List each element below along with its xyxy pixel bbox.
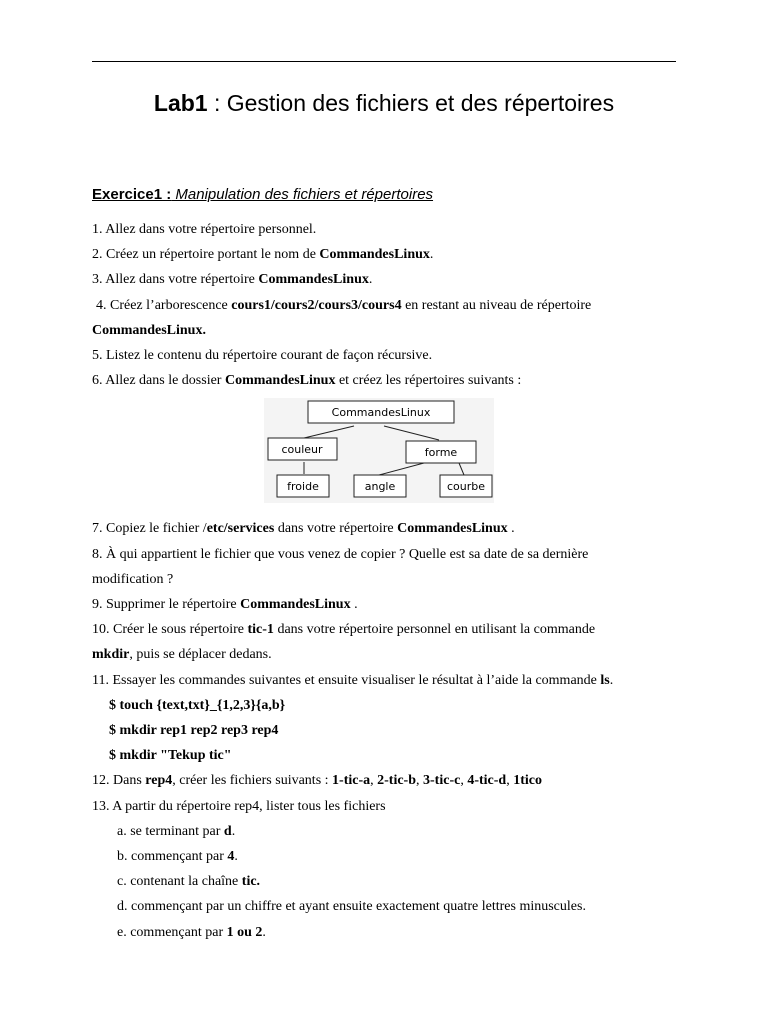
- item-9: 9. Supprimer le répertoire CommandesLinux .: [92, 597, 358, 613]
- item-10-cont: mkdir, puis se déplacer dedans.: [92, 647, 272, 663]
- item-8-cont: modification ?: [92, 571, 174, 587]
- item-3: 3. Allez dans votre répertoire CommandesLinux.: [92, 272, 373, 288]
- item-13-b: b. commençant par 4.: [117, 849, 238, 865]
- item-7: 7. Copiez le fichier /etc/services dans votre répertoire CommandesLinux .: [92, 521, 515, 537]
- node-forme-label: forme: [424, 446, 458, 460]
- item-4-cont: CommandesLinux.: [92, 322, 206, 338]
- item-12: 12. Dans rep4, créer les fichiers suivants : 1-tic-a, 2-tic-b, 3-tic-c, 4-tic-d, 1tico: [92, 773, 542, 789]
- item-11: 11. Essayer les commandes suivantes et ensuite visualiser le résultat à l’aide la commande ls.: [92, 672, 614, 688]
- directory-tree-diagram: [92, 393, 682, 516]
- command-1: $ touch {text,txt}_{1,2,3}{a,b}: [109, 697, 286, 713]
- item-2: 2. Créez un répertoire portant le nom de CommandesLinux.: [92, 247, 434, 263]
- node-root-label: CommandesLinux: [331, 406, 431, 420]
- item-5: 5. Listez le contenu du répertoire courant de façon récursive.: [92, 348, 433, 364]
- item-13-a: a. se terminant par d.: [117, 823, 236, 839]
- item-13-d: d. commençant par un chiffre et ayant ensuite exactement quatre lettres minuscules.: [117, 899, 586, 915]
- item-13-c: c. contenant la chaîne tic.: [117, 874, 261, 890]
- item-13-e: e. commençant par 1 ou 2.: [117, 924, 266, 940]
- exercise-body: [92, 217, 682, 945]
- item-6: 6. Allez dans le dossier CommandesLinux et créez les répertoires suivants :: [92, 373, 522, 389]
- command-3: $ mkdir "Tekup tic": [109, 748, 232, 764]
- item-13: 13. A partir du répertoire rep4, lister tous les fichiers: [92, 798, 386, 814]
- item-1: 1. Allez dans votre répertoire personnel.: [92, 222, 317, 237]
- page-title: Lab1 : Gestion des fichiers et des répertoires: [153, 90, 615, 116]
- item-10: 10. Créer le sous répertoire tic-1 dans votre répertoire personnel en utilisant la commande: [92, 622, 596, 638]
- item-4: 4. Créez l’arborescence cours1/cours2/cours3/cours4 en restant au niveau de répertoire: [96, 297, 592, 313]
- command-2: $ mkdir rep1 rep2 rep3 rep4: [109, 723, 279, 739]
- node-courbe-label: courbe: [446, 480, 486, 494]
- node-angle-label: angle: [364, 480, 396, 494]
- exercise-heading: Exercice1 : Manipulation des fichiers et répertoires: [92, 186, 434, 203]
- node-couleur-label: couleur: [281, 443, 323, 457]
- top-rule: [92, 61, 676, 62]
- node-froide-label: froide: [287, 480, 319, 494]
- item-8: 8. À qui appartient le fichier que vous venez de copier ? Quelle est sa date de sa dernière: [92, 546, 589, 562]
